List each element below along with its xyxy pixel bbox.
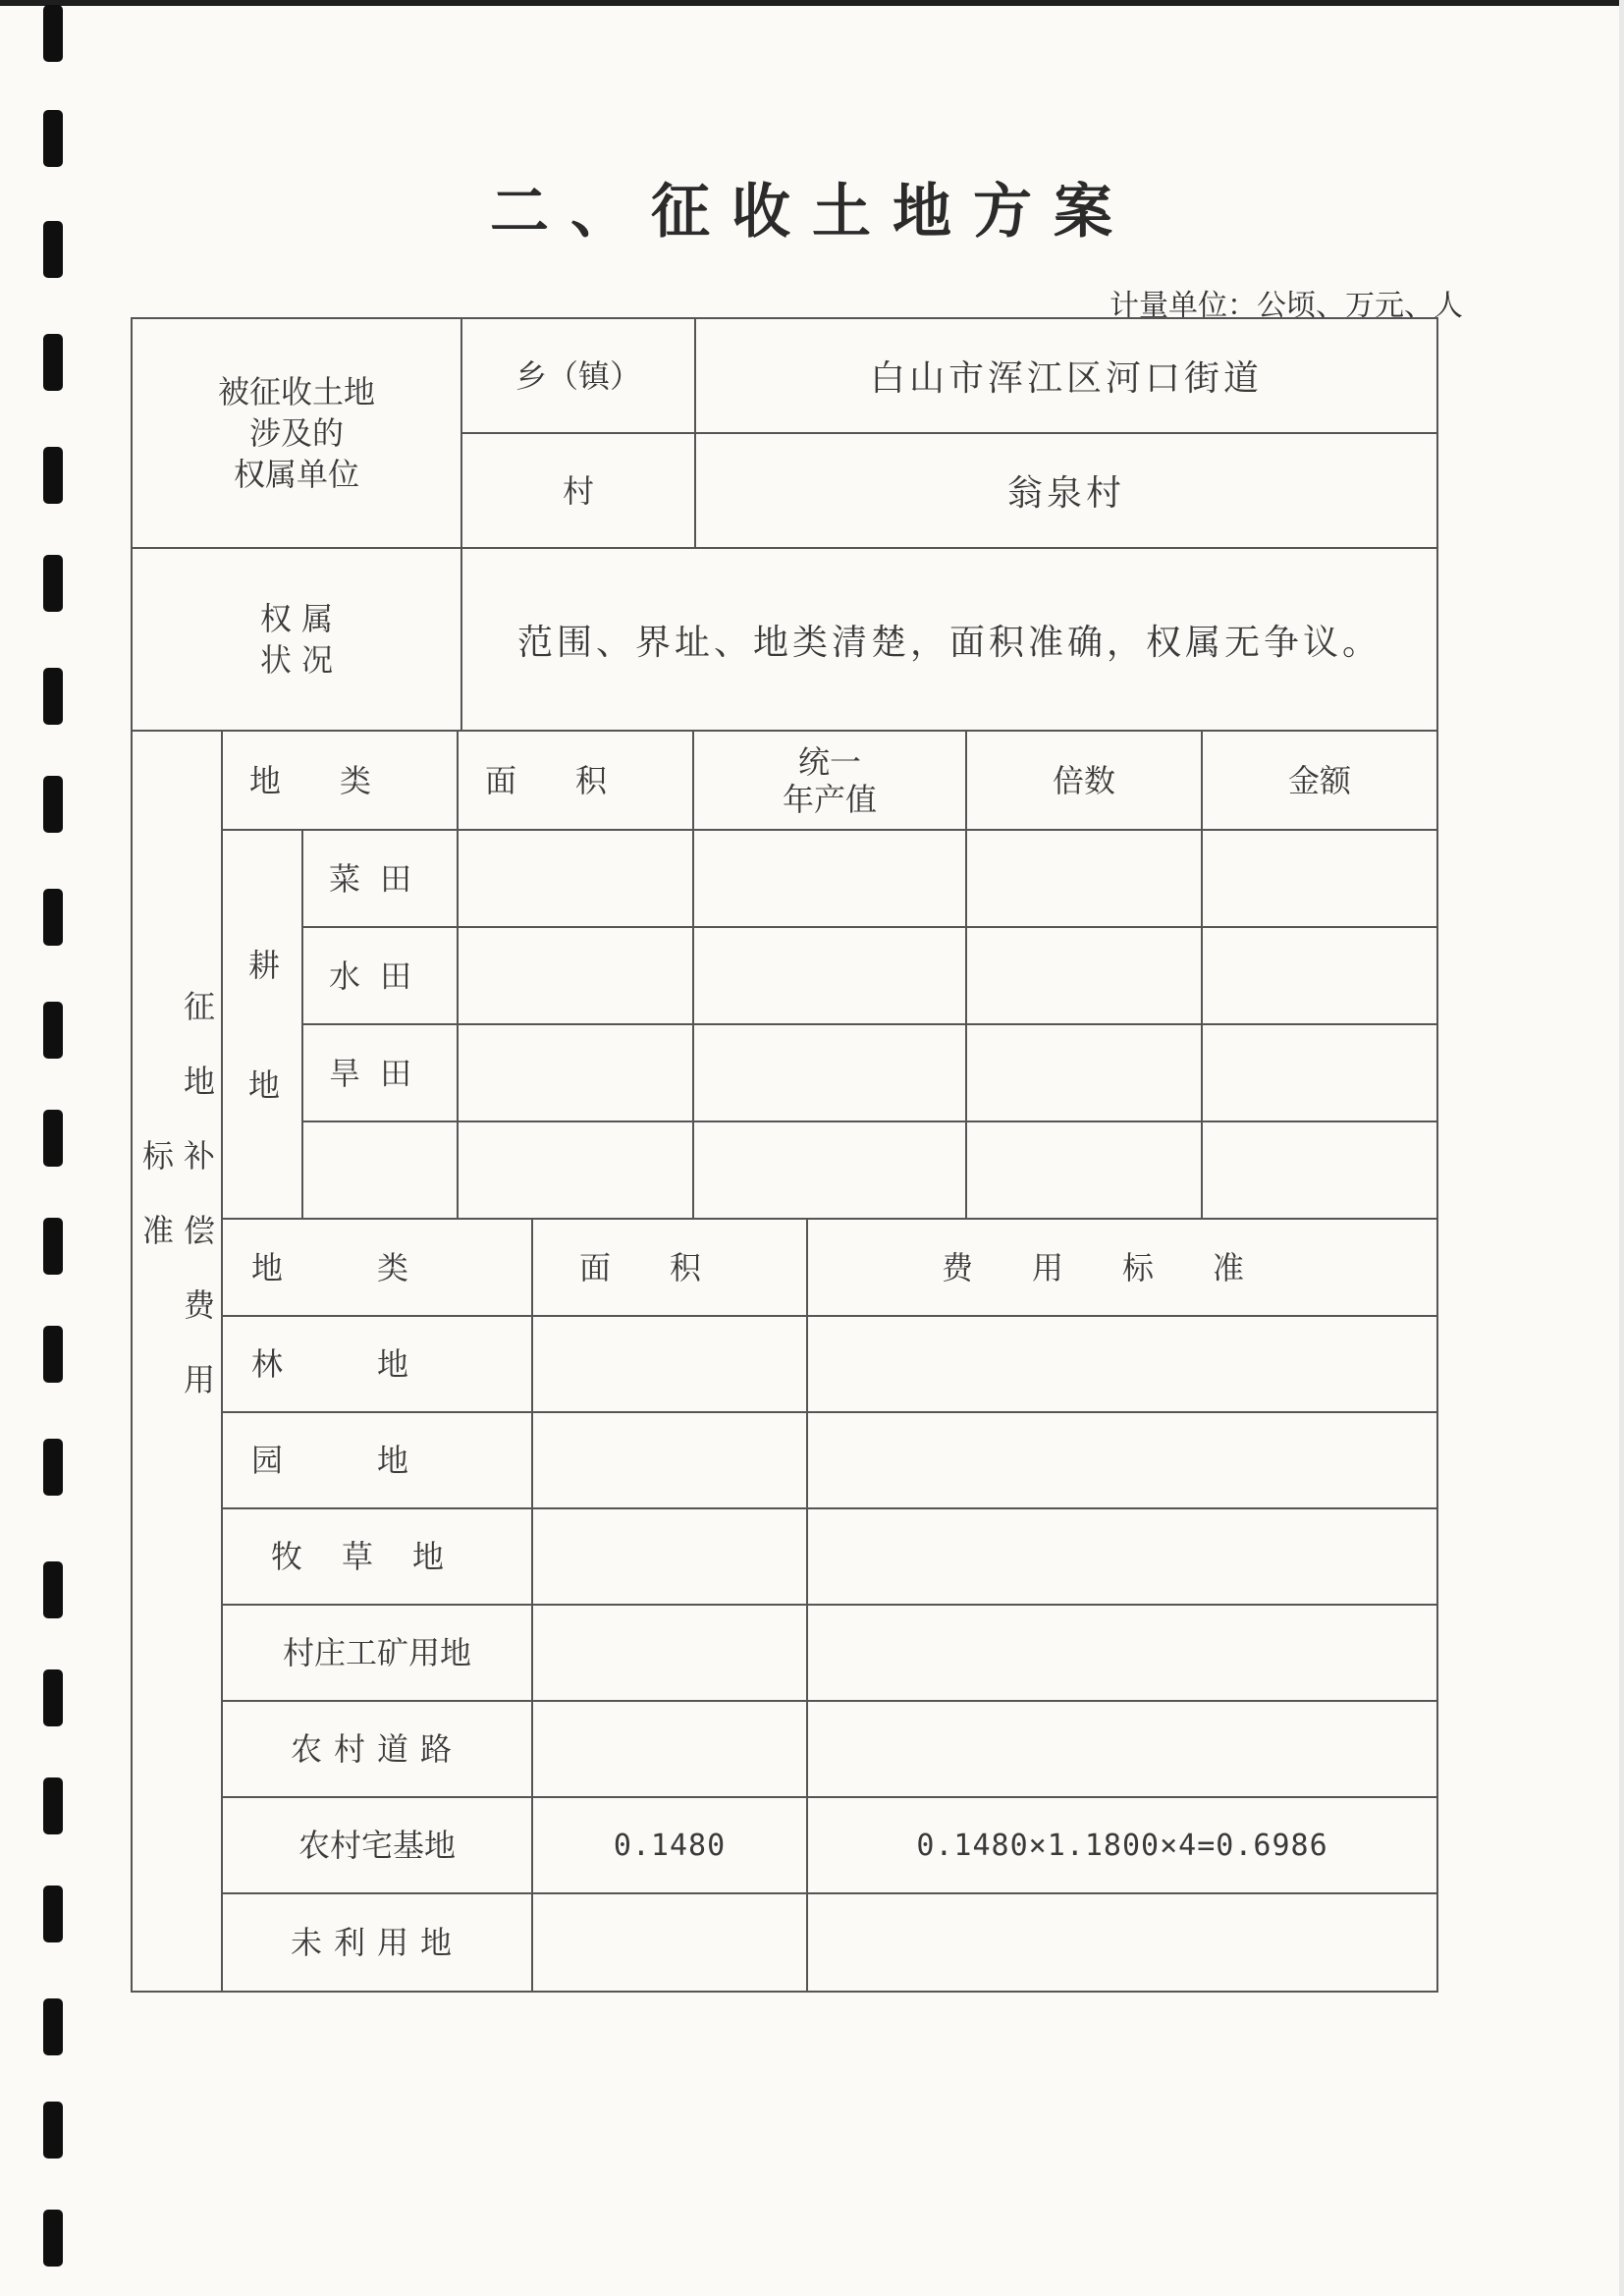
ownership-header-line: 权属单位	[233, 456, 359, 493]
cultivated-label	[222, 830, 302, 1219]
other-row-fee	[807, 1605, 1437, 1701]
upper-header-multiple: 倍数	[1052, 761, 1115, 799]
status-header-line: 状 况	[259, 641, 334, 679]
other-row-area	[532, 1701, 807, 1797]
other-row-name: 牧草地	[270, 1538, 483, 1575]
other-row-fee	[807, 1701, 1437, 1797]
upper-header-output-value	[693, 731, 966, 830]
ownership-header	[132, 318, 461, 548]
status-value: 范围、界址、地类清楚，面积准确，权属无争议。	[516, 622, 1381, 663]
other-row-area	[532, 1316, 807, 1412]
other-row-fee	[807, 1412, 1437, 1508]
cultivated-row-output	[693, 1024, 966, 1121]
cultivated-row-amount	[1202, 927, 1437, 1024]
lower-header-area: 面积	[578, 1248, 760, 1286]
compensation-side-label-text: 征地补偿费用标准	[137, 990, 216, 1438]
other-row-fee	[807, 1316, 1437, 1412]
output-value-line: 统一	[797, 742, 861, 781]
cultivated-row-multiple	[966, 1024, 1202, 1121]
upper-header-land-type: 地类	[248, 761, 430, 799]
other-row-area	[532, 1412, 807, 1508]
lower-header-land-type: 地类	[250, 1248, 503, 1286]
status-header	[132, 548, 461, 731]
other-row-area	[532, 1605, 807, 1701]
cultivated-row-multiple	[966, 927, 1202, 1024]
other-row-area	[532, 1508, 807, 1605]
cultivated-row-output	[693, 830, 966, 927]
other-row-name: 未利用地	[290, 1924, 463, 1961]
other-row-name: 农村宅基地	[298, 1827, 456, 1864]
status-header-line: 权 属	[259, 600, 334, 637]
cultivated-row-area	[458, 1024, 693, 1121]
township-label: 乡（镇）	[514, 356, 641, 395]
cultivated-row-name	[302, 1121, 458, 1219]
cultivated-row-area	[458, 1121, 693, 1219]
cultivated-row-name: 水田	[328, 957, 431, 995]
village-value: 翁泉村	[1006, 473, 1125, 514]
cultivated-row-output	[693, 927, 966, 1024]
cultivated-row-output	[693, 1121, 966, 1219]
cultivated-row-name: 菜田	[328, 859, 431, 898]
other-row-name: 林地	[250, 1345, 503, 1383]
upper-header-area: 面积	[484, 761, 666, 799]
village-label: 村	[562, 471, 594, 510]
other-row-fee	[807, 1893, 1437, 1992]
other-row-name: 农村道路	[290, 1730, 463, 1768]
other-row-fee: 0.1480×1.1800×4=0.6986	[916, 1828, 1328, 1863]
cultivated-row-multiple	[966, 830, 1202, 927]
other-row-name: 村庄工矿用地	[282, 1634, 471, 1671]
output-value-line: 年产值	[782, 780, 877, 818]
cultivated-row-name: 旱田	[328, 1054, 431, 1092]
other-row-area	[532, 1893, 807, 1992]
cultivated-row-amount	[1202, 1024, 1437, 1121]
unit-note: 计量单位：公顷、万元、人	[1110, 289, 1463, 323]
cultivated-row-area	[458, 830, 693, 927]
cultivated-row-amount	[1202, 1121, 1437, 1219]
ownership-header-line: 被征收土地	[217, 373, 375, 410]
other-row-fee	[807, 1508, 1437, 1605]
lower-header-fee-standard: 费用标准	[941, 1248, 1303, 1286]
cultivated-row-multiple	[966, 1121, 1202, 1219]
cultivated-label-text: 耕地	[244, 949, 281, 1188]
upper-header-amount: 金额	[1287, 761, 1351, 799]
compensation-side-label	[132, 731, 222, 1992]
township-value: 白山市浑江区河口街道	[869, 358, 1263, 399]
cultivated-row-area	[458, 927, 693, 1024]
ownership-header-line: 涉及的	[248, 414, 344, 452]
other-row-area: 0.1480	[613, 1828, 727, 1863]
page-title: 二、征收土地方案	[490, 178, 1134, 246]
cultivated-row-amount	[1202, 830, 1437, 927]
other-row-name: 园地	[250, 1442, 503, 1479]
